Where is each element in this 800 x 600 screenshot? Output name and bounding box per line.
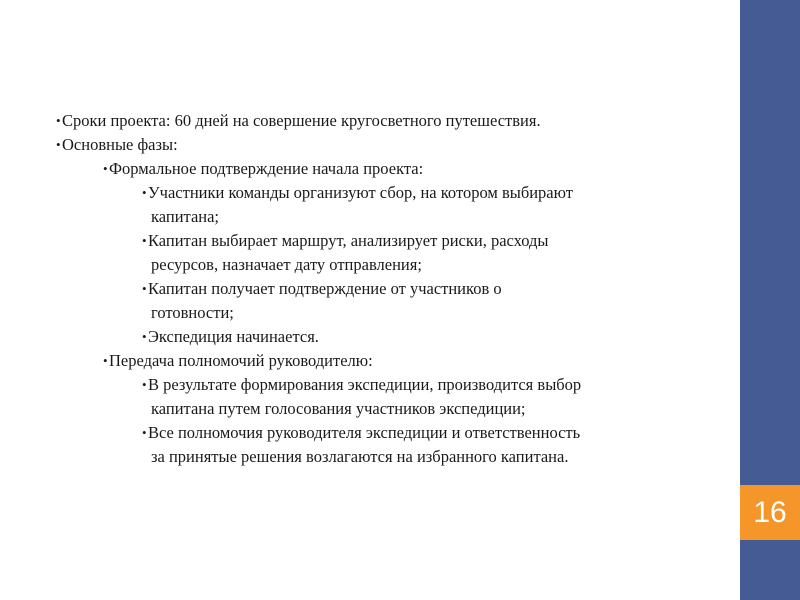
bullet-dot: • <box>56 113 61 128</box>
page-number-badge: 16 <box>740 485 800 540</box>
bullet-text: Сроки проекта: 60 дней на совершение кругосветного путешествия. <box>62 111 541 130</box>
bullet-text: Формальное подтверждение начала проекта: <box>109 159 424 178</box>
bullet-dot: • <box>103 353 108 368</box>
bullet-item <box>56 181 736 205</box>
bullet-item <box>56 157 736 181</box>
bullet-dot: • <box>56 137 61 152</box>
bullet-text: В результате формирования экспедиции, производится выбор <box>148 375 582 394</box>
bullet-text: Основные фазы: <box>62 135 178 154</box>
bullet-item <box>56 373 736 397</box>
bullet-continuation: готовности; <box>151 303 234 322</box>
bullet-continuation: ресурсов, назначает дату отправления; <box>151 255 422 274</box>
bullet-text: Экспедиция начинается. <box>148 327 319 346</box>
bullet-text: Капитан выбирает маршрут, анализирует риски, расходы <box>148 231 549 250</box>
bullet-continuation: капитана; <box>151 207 220 226</box>
bullet-dot: • <box>142 425 147 440</box>
bullet-dot: • <box>142 281 147 296</box>
bullet-item <box>56 133 736 157</box>
bullet-dot: • <box>142 185 147 200</box>
bullet-text: Передача полномочий руководителю: <box>109 351 373 370</box>
bullet-item <box>56 109 736 133</box>
bullet-text: Участники команды организуют сбор, на котором выбирают <box>148 183 573 202</box>
bullet-dot: • <box>142 377 147 392</box>
bullet-item <box>56 325 736 349</box>
bullet-dot: • <box>142 233 147 248</box>
bullet-dot: • <box>103 161 108 176</box>
bullet-item <box>56 349 736 373</box>
bullet-item <box>56 421 736 445</box>
bullet-item <box>56 277 736 301</box>
slide-content <box>56 109 736 469</box>
bullet-item <box>56 229 736 253</box>
bullet-dot: • <box>142 329 147 344</box>
bullet-continuation: капитана путем голосования участников экспедиции; <box>151 399 526 418</box>
bullet-continuation: за принятые решения возлагаются на избранного капитана. <box>151 447 569 466</box>
bullet-text: Капитан получает подтверждение от участников о <box>148 279 502 298</box>
bullet-text: Все полномочия руководителя экспедиции и ответственность <box>148 423 581 442</box>
